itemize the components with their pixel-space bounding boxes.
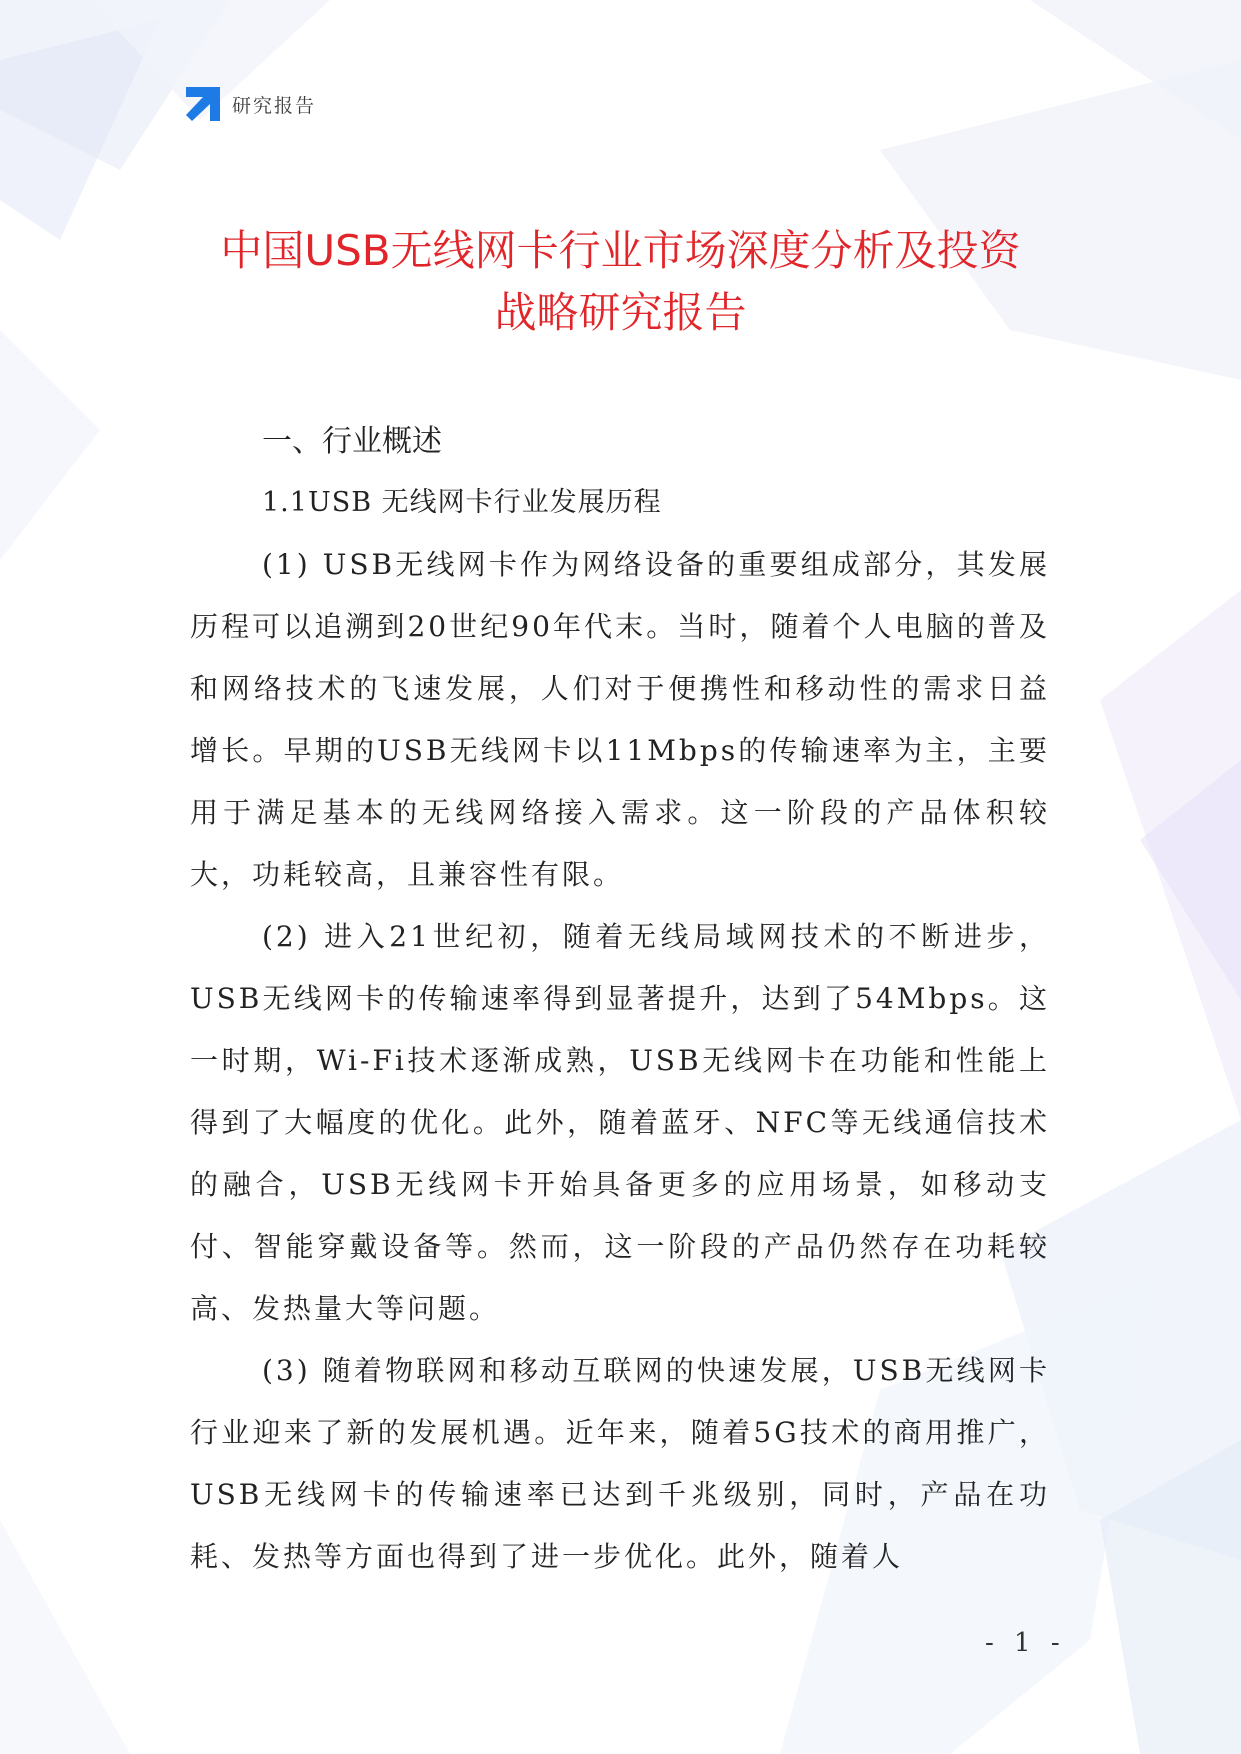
paragraph-3: (3) 随着物联网和移动互联网的快速发展，USB无线网卡行业迎来了新的发展机遇。近年来，随着5G技术的商用推广，USB无线网卡的传输速率已达到千兆级别，同时，产品在功耗、发热等方面也得到了进一步优化。此外，随着人: [190, 1354, 1050, 1573]
paragraph-1: (1) USB无线网卡作为网络设备的重要组成部分，其发展历程可以追溯到20世纪90年代末。当时，随着个人电脑的普及和网络技术的飞速发展，人们对于便携性和移动性的需求日益增长。早期的USB无线网卡以11Mbps的传输速率为主，主要用于满足基本的无线网络接入需求。这一阶段的产品体积较大，功耗较高，且兼容性有限。: [190, 548, 1050, 891]
document-body: [190, 412, 1050, 1588]
paragraph-2: (2) 进入21世纪初，随着无线局域网技术的不断进步，USB无线网卡的传输速率得到显著提升，达到了54Mbps。这一时期，Wi-Fi技术逐渐成熟，USB无线网卡在功能和性能上得到了大幅度的优化。此外，随着蓝牙、NFC等无线通信技术的融合，USB无线网卡开始具备更多的应用场景，如移动支付、智能穿戴设备等。然而，这一阶段的产品仍然存在功耗较高、发热量大等问题。: [190, 920, 1050, 1325]
section-heading: 一、行业概述: [262, 424, 442, 459]
page-number: - 1 -: [985, 1628, 1066, 1658]
title-line-1: 中国USB无线网卡行业市场深度分析及投资: [220, 226, 1021, 275]
document-title: [150, 220, 1091, 344]
title-line-2: 战略研究报告: [494, 288, 747, 337]
subsection-heading: 1.1USB 无线网卡行业发展历程: [262, 487, 662, 518]
brand-label: 研究报告: [232, 94, 317, 117]
report-header: [186, 86, 316, 122]
arrow-up-right-icon: [186, 87, 220, 121]
